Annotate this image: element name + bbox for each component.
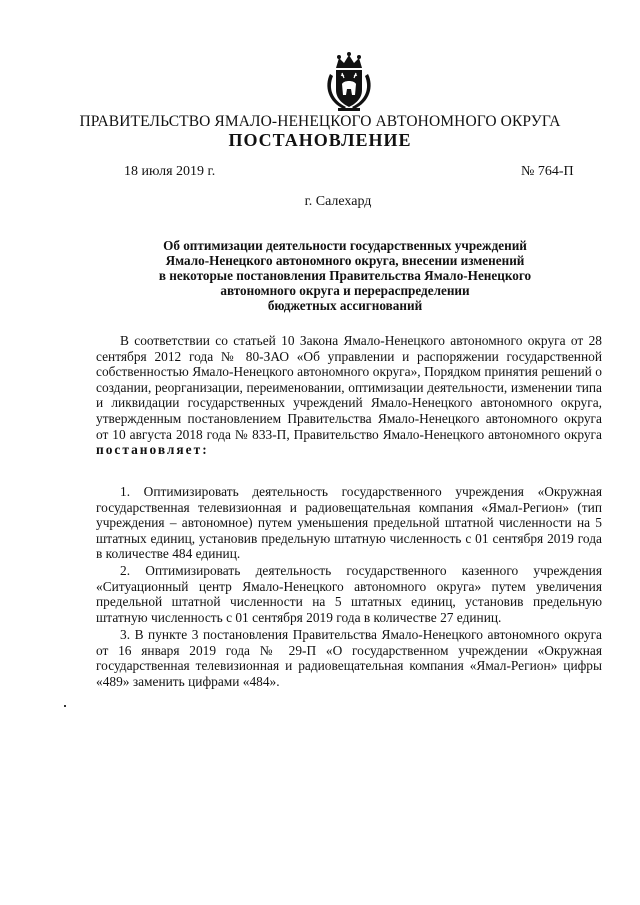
title-line: автономного округа и перераспределении [220,283,470,298]
title-line: Ямало-Ненецкого автономного округа, внесении изменений [165,253,525,268]
item-1-text: 1. Оптимизировать деятельность государственного учреждения «Окружная государственная телевизионная и радиовещательная компания «Ямал-Регион» (тип учреждения – автономное) путем уменьшения предельной штатной численности на 5 штатных единиц, установив предельную штатную численность с 01 сентября 2019 года в количестве 484 единиц. [96,484,602,562]
item-2 [96,563,602,625]
document-date: 18 июля 2019 г. [124,164,216,179]
scan-speck [64,705,66,707]
title-line: Об оптимизации деятельности государственных учреждений [163,238,527,253]
document-city: г. Салехард [304,194,372,209]
item-3 [96,627,602,689]
title-line: в некоторые постановления Правительства Ямало-Ненецкого [158,268,532,283]
item-2-text: 2. Оптимизировать деятельность государственного казенного учреждения «Ситуационный центр Ямало-Ненецкого автономного округа» путем увеличения предельной штатной численности на 5 штатных единиц, установив предельную штатную численность с 01 сентября 2019 года в количестве 27 единиц. [96,563,602,625]
preamble-paragraph [96,333,602,458]
document-title [120,238,570,313]
document-type: ПОСТАНОВЛЕНИЕ [228,130,412,150]
item-3-text: 3. В пункте 3 постановления Правительства Ямало-Ненецкого автономного округа от 16 января 2019 года № 29-П «О государственном учреждении «Окружная государственная телевизионная и радиовещательная компания «Ямал-Регион» цифры «489» заменить цифрами «484». [96,627,602,689]
preamble-text: В соответствии со статьей 10 Закона Ямало-Ненецкого автономного округа от 28 сентября 2012 года № 80-ЗАО «Об управлении и распоряжении государственной собственностью Ямало-Ненецкого автономного округа», Порядком принятия решений о создании, реорганизации, переименовании, оптимизации деятельности, изменении типа и ликвидации государственных учреждений Ямало-Ненецкого автономного округа, утвержденным постановлением Правительства Ямало-Ненецкого автономного округа от 10 августа 2018 года № 833-П, Правительство Ямало-Ненецкого автономного округа [96,333,602,442]
coat-of-arms-icon [322,52,376,112]
decree-word: постановляет: [96,442,209,458]
organization-name: ПРАВИТЕЛЬСТВО ЯМАЛО-НЕНЕЦКОГО АВТОНОМНОГО ОКРУГА [79,113,561,130]
item-1 [96,484,602,562]
document-number: № 764-П [521,164,574,179]
title-line: бюджетных ассигнований [267,298,423,313]
